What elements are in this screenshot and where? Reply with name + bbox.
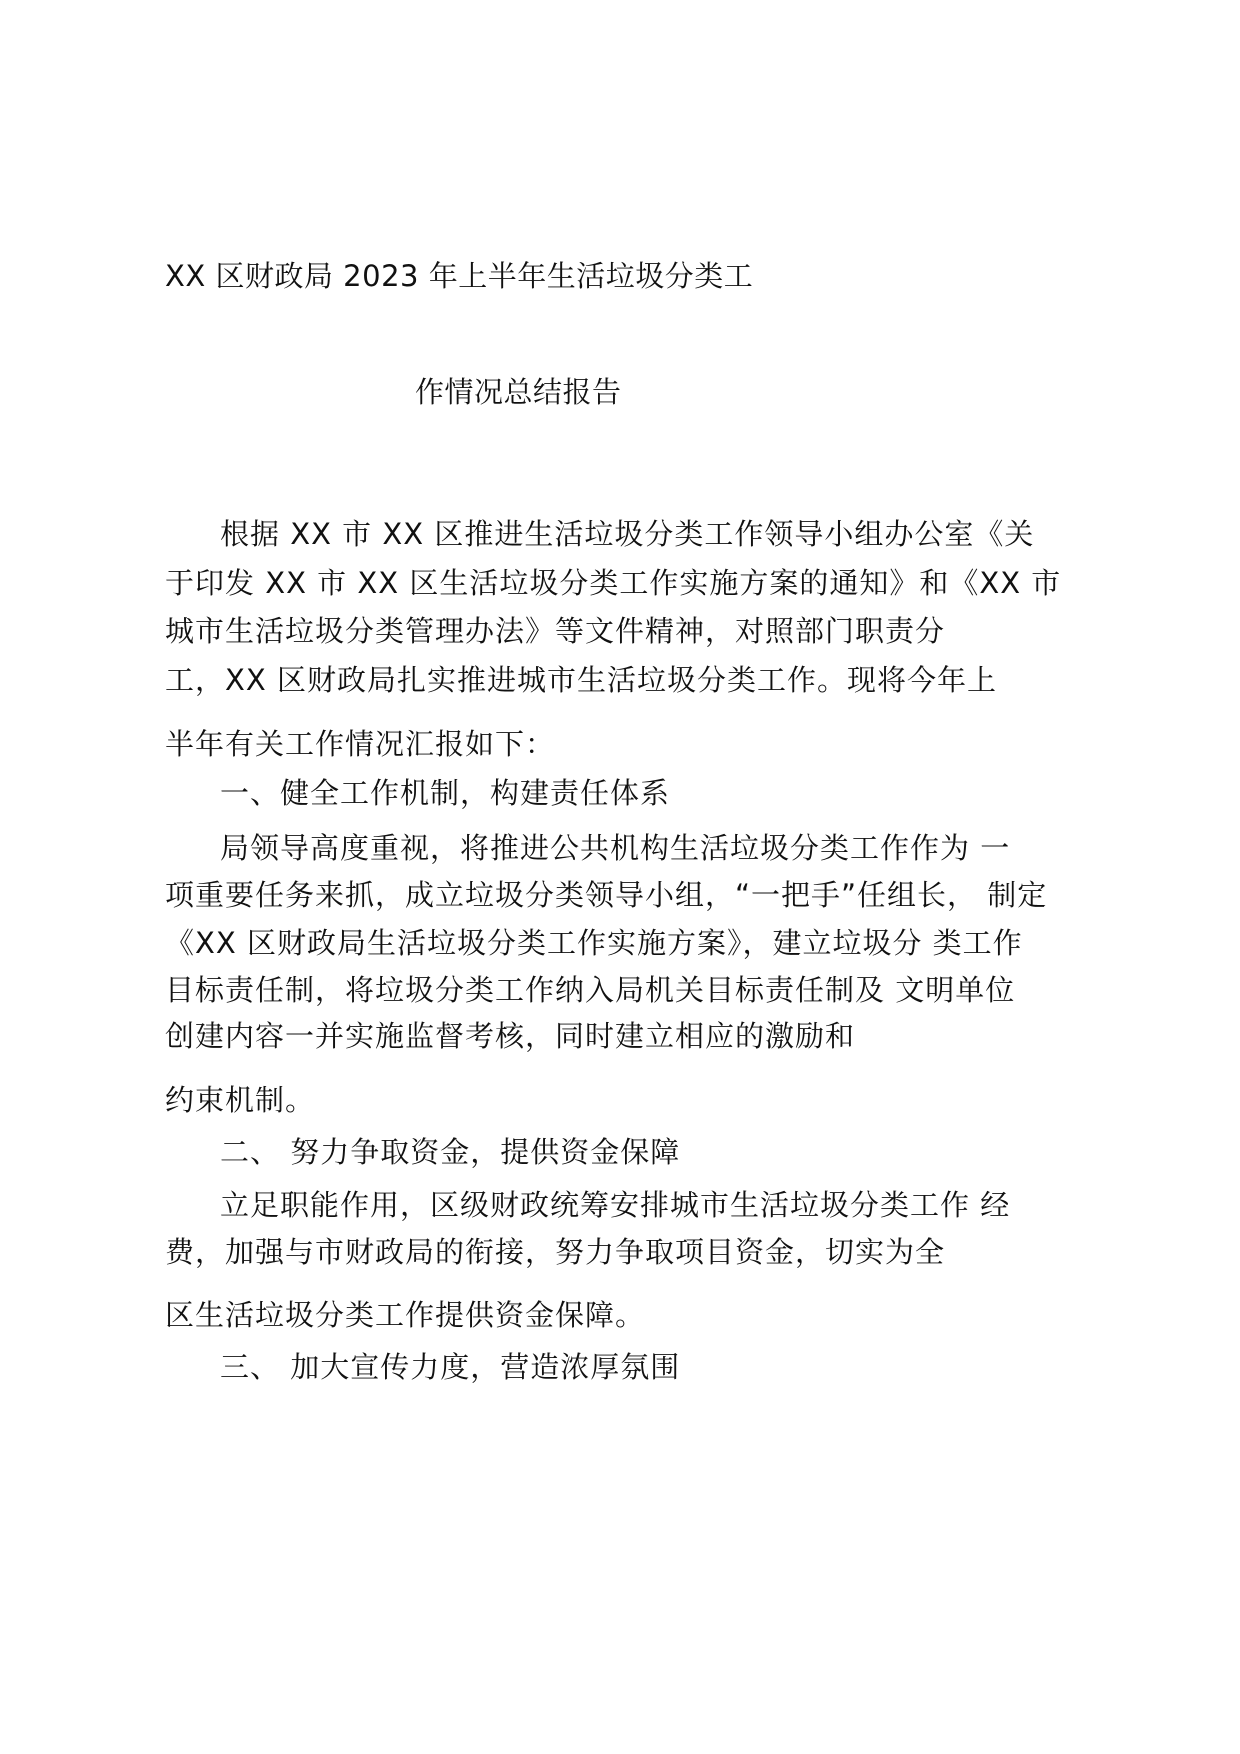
- section-2-heading: 二、 努力争取资金，提供资金保障: [220, 1135, 681, 1169]
- section-1-line-4: 目标责任制，将垃圾分类工作纳入局机关目标责任制及 文明单位: [165, 973, 1016, 1007]
- section-2-line-3: 区生活垃圾分类工作提供资金保障。: [165, 1298, 646, 1332]
- section-2-line-1: 立足职能作用，区级财政统筹安排城市生活垃圾分类工作 经: [220, 1188, 1011, 1222]
- intro-line-3: 城市生活垃圾分类管理办法》等文件精神，对照部门职责分: [165, 614, 946, 648]
- intro-line-4: 工，XX 区财政局扎实推进城市生活垃圾分类工作。现将今年上: [165, 663, 997, 697]
- section-2-line-2: 费，加强与市财政局的衔接，努力争取项目资金，切实为全: [165, 1235, 946, 1269]
- title-line-2: 作情况总结报告: [415, 375, 622, 409]
- section-1-line-2: 项重要任务来抓，成立垃圾分类领导小组，“一把手”任组长， 制定: [165, 878, 1048, 912]
- section-1-line-5: 创建内容一并实施监督考核，同时建立相应的激励和: [165, 1019, 856, 1053]
- intro-line-2: 于印发 XX 市 XX 区生活垃圾分类工作实施方案的通知》和《XX 市: [165, 566, 1062, 600]
- section-1-line-1: 局领导高度重视，将推进公共机构生活垃圾分类工作作为 一: [220, 831, 1011, 865]
- section-1-heading: 一、健全工作机制，构建责任体系: [220, 776, 671, 810]
- title-line-1: XX 区财政局 2023 年上半年生活垃圾分类工: [165, 259, 754, 293]
- intro-line-1: 根据 XX 市 XX 区推进生活垃圾分类工作领导小组办公室《关: [220, 517, 1035, 551]
- section-3-heading: 三、 加大宣传力度，营造浓厚氛围: [220, 1350, 681, 1384]
- section-1-line-3: 《XX 区财政局生活垃圾分类工作实施方案》，建立垃圾分 类工作: [165, 926, 1023, 960]
- intro-line-5: 半年有关工作情况汇报如下：: [165, 727, 556, 761]
- section-1-line-6: 约束机制。: [165, 1083, 316, 1117]
